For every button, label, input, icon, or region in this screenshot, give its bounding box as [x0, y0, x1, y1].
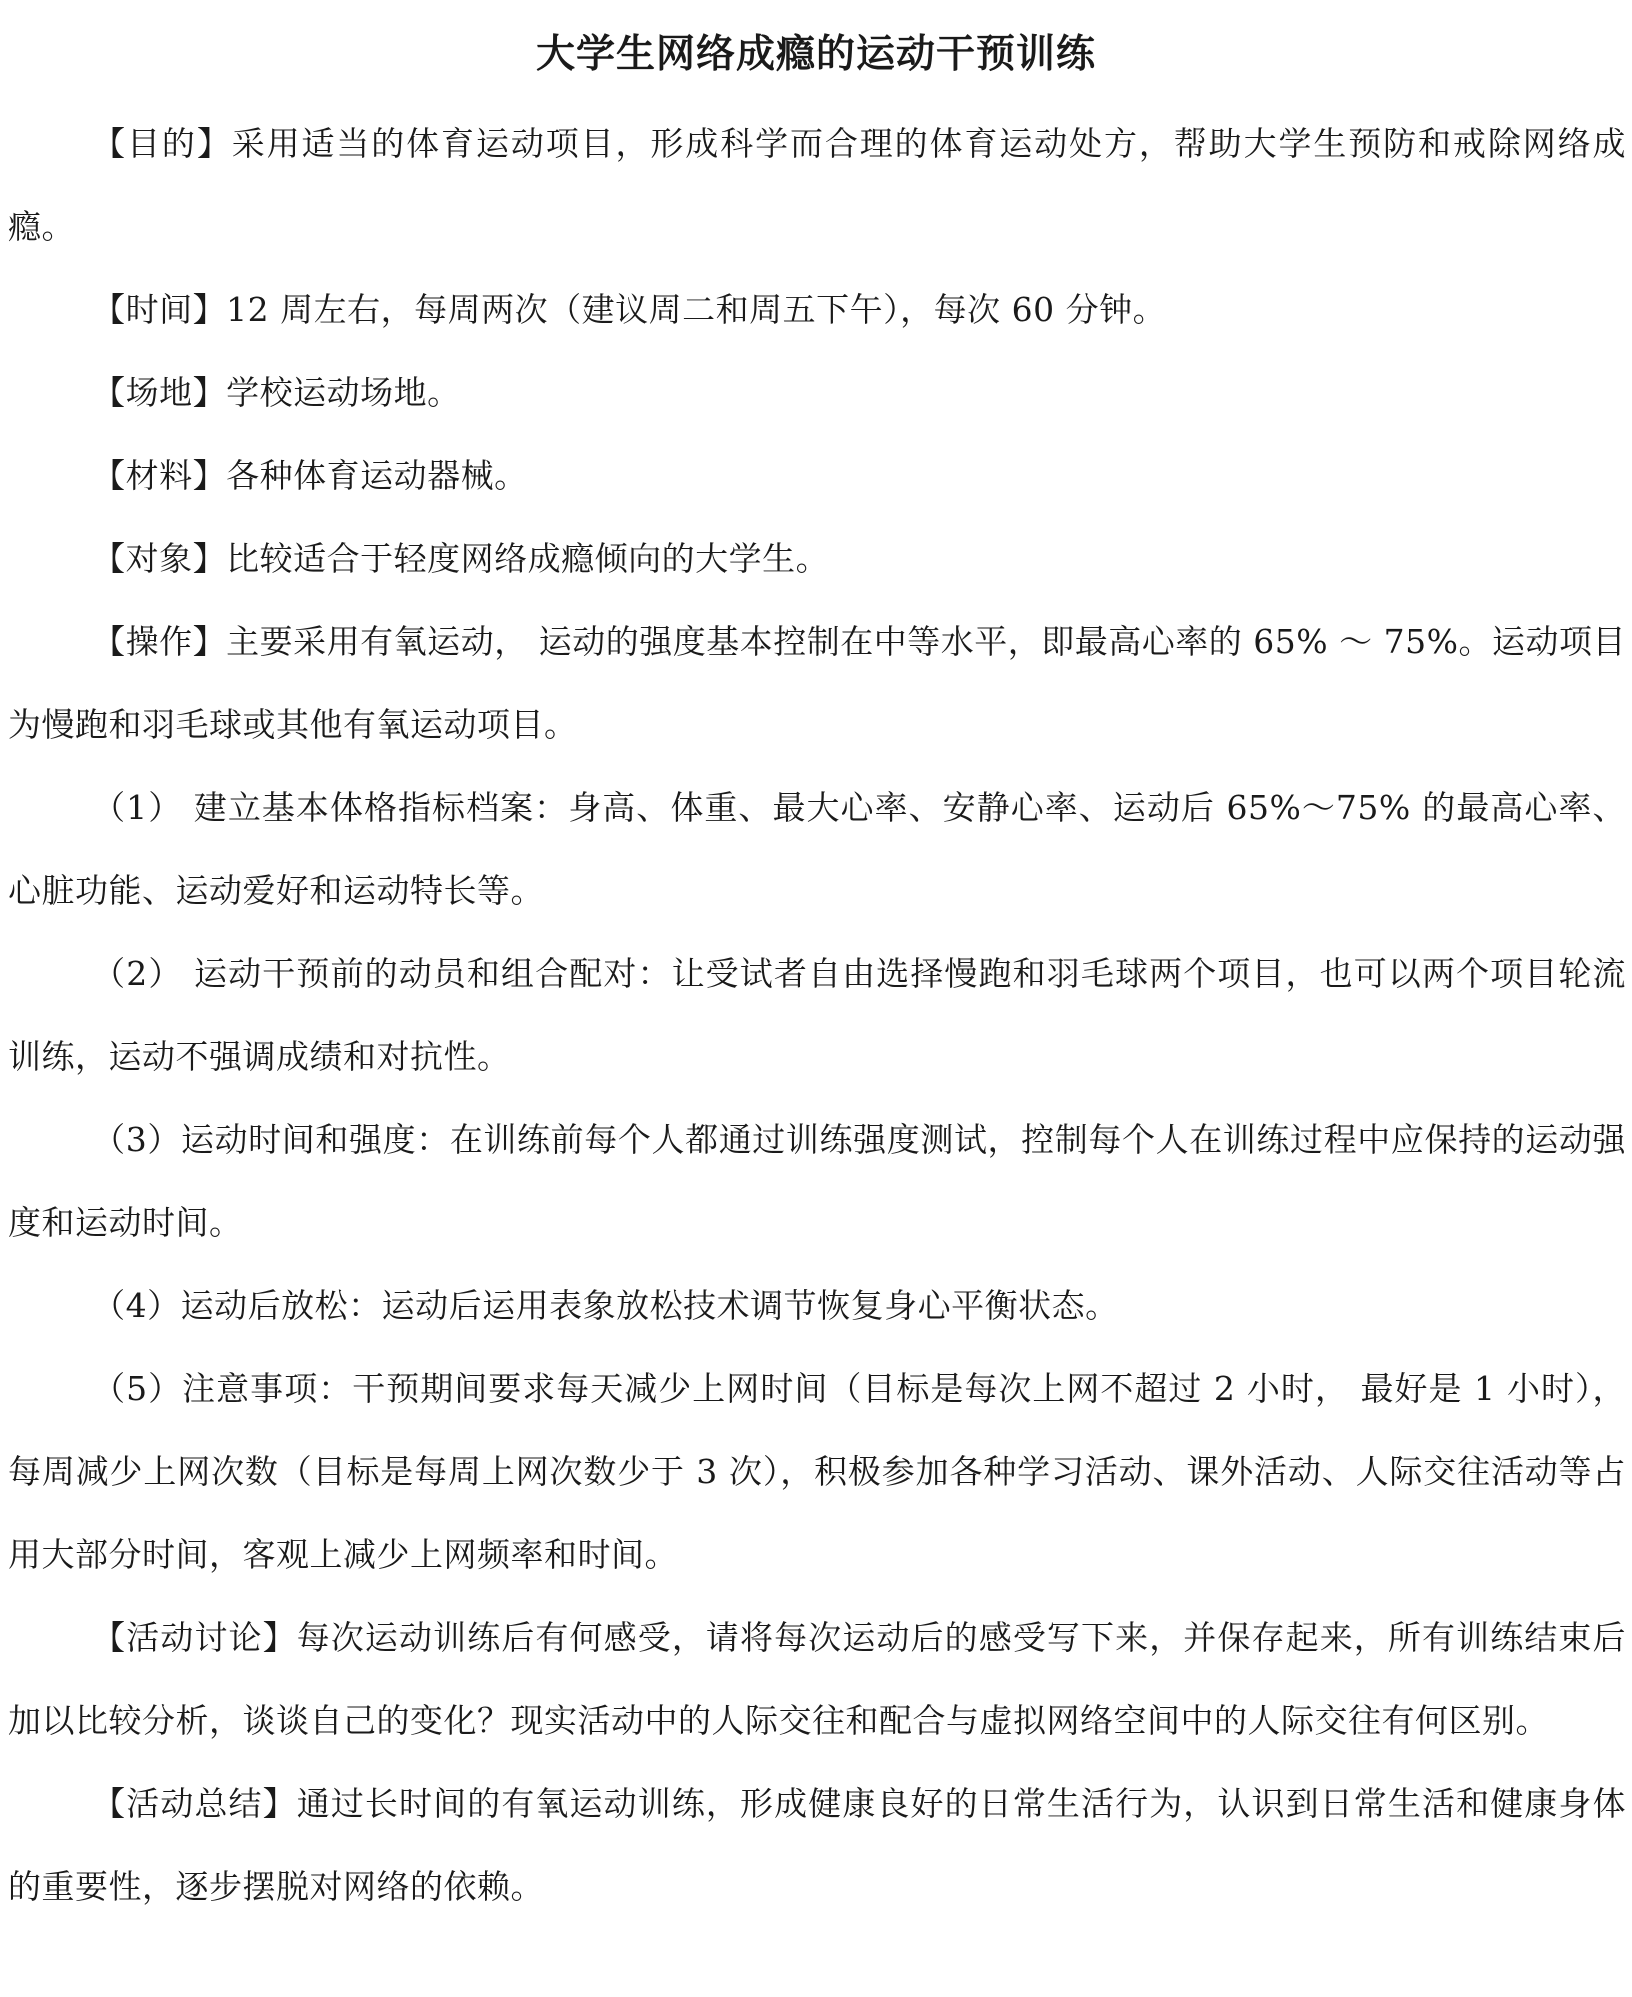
document-title: 大学生网络成瘾的运动干预训练: [535, 31, 1096, 78]
paragraph-step-4: （4）运动后放松：运动后运用表象放松技术调节恢复身心平衡状态。: [92, 1286, 1119, 1325]
paragraph-step-3: （3）运动时间和强度：在训练前每个人都通过训练强度测试，控制每个人在训练过程中应保持的运动强度和运动时间。: [8, 1120, 1626, 1242]
paragraph-time: 【时间】12 周左右，每周两次（建议周二和周五下午），每次 60 分钟。: [92, 290, 1167, 329]
paragraph-purpose: 【目的】采用适当的体育运动项目，形成科学而合理的体育运动处方，帮助大学生预防和戒除网络成瘾。: [8, 124, 1626, 246]
paragraph-discussion: 【活动讨论】每次运动训练后有何感受，请将每次运动后的感受写下来，并保存起来，所有训练结束后加以比较分析，谈谈自己的变化？现实活动中的人际交往和配合与虚拟网络空间中的人际交往有何区别。: [8, 1618, 1626, 1740]
paragraph-step-5: （5）注意事项：干预期间要求每天减少上网时间（目标是每次上网不超过 2 小时， 最好是 1 小时）， 每周减少上网次数（目标是每周上网次数少于 3 次），积极参加各种学习活动、课外活动、人际交往活动等占用大部分时间，客观上减少上网频率和时间。: [8, 1369, 1626, 1574]
paragraph-target: 【对象】比较适合于轻度网络成瘾倾向的大学生。: [92, 539, 830, 578]
paragraph-materials: 【材料】各种体育运动器械。: [92, 456, 528, 495]
paragraph-step-1: （1） 建立基本体格指标档案：身高、体重、最大心率、安静心率、运动后 65%～75% 的最高心率、心脏功能、运动爱好和运动特长等。: [8, 788, 1626, 910]
paragraph-operation: 【操作】主要采用有氧运动， 运动的强度基本控制在中等水平，即最高心率的 65% ～ 75%。运动项目为慢跑和羽毛球或其他有氧运动项目。: [8, 622, 1626, 744]
paragraph-summary: 【活动总结】通过长时间的有氧运动训练，形成健康良好的日常生活行为，认识到日常生活和健康身体的重要性，逐步摆脱对网络的依赖。: [8, 1784, 1626, 1906]
document-body: [8, 102, 1626, 1928]
paragraph-step-2: （2） 运动干预前的动员和组合配对：让受试者自由选择慢跑和羽毛球两个项目，也可以两个项目轮流训练，运动不强调成绩和对抗性。: [8, 954, 1626, 1076]
paragraph-venue: 【场地】学校运动场地。: [92, 373, 461, 412]
